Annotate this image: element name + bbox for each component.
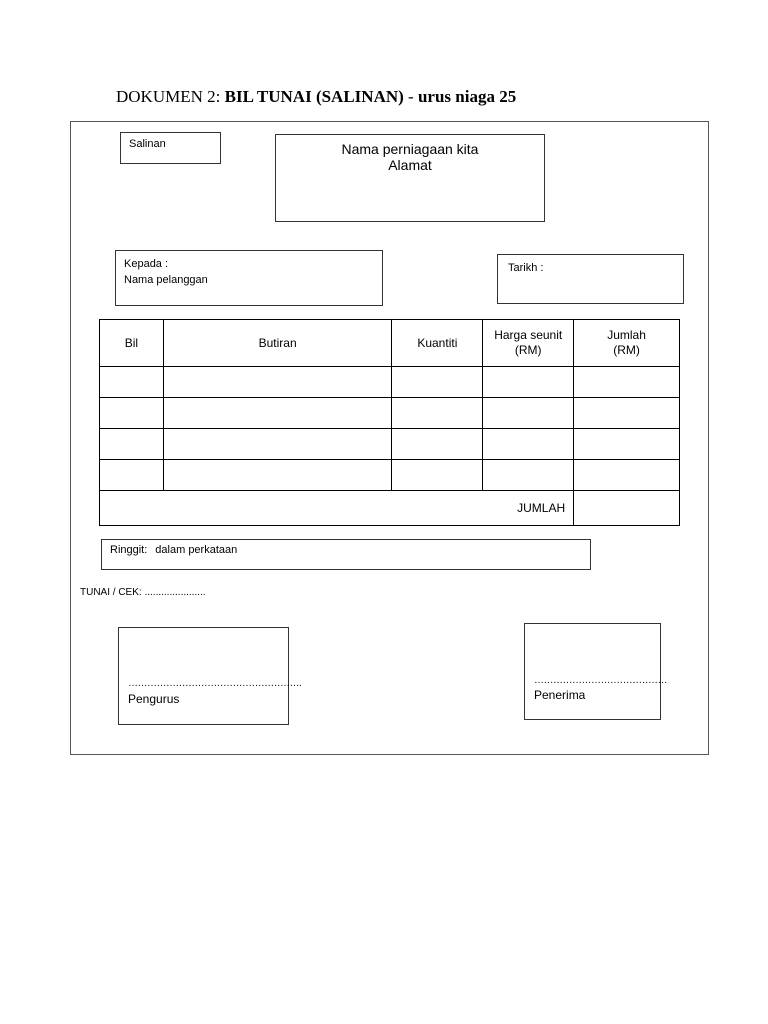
heading-separator: - (403, 87, 418, 106)
amount-in-words-box[interactable] (101, 539, 591, 570)
header-butiran: Butiran (163, 320, 392, 367)
payment-method: TUNAI / CEK: ...................... (80, 587, 206, 598)
ringgit-value: dalam perkataan (155, 544, 238, 556)
total-label: JUMLAH (100, 491, 574, 526)
copy-label: Salinan (129, 138, 166, 150)
recipient-box[interactable] (115, 250, 383, 306)
items-table (99, 319, 680, 526)
date-box[interactable] (497, 254, 684, 304)
recipient-name: Nama pelanggan (124, 274, 208, 286)
table-header-row (100, 320, 680, 367)
receiver-label: Penerima (534, 688, 586, 702)
document-heading (116, 87, 516, 107)
receiver-signature-line: …………………………………… (534, 675, 667, 686)
business-address: Alamat (388, 157, 432, 173)
total-row (100, 491, 680, 526)
heading-prefix: DOKUMEN 2: (116, 87, 225, 106)
heading-title: BIL TUNAI (SALINAN) (224, 87, 404, 106)
manager-signature-box[interactable] (118, 627, 302, 725)
header-jumlah: Jumlah (RM) (574, 320, 680, 367)
header-bil: Bil (100, 320, 164, 367)
recipient-label: Kepada : (124, 258, 169, 270)
business-name: Nama perniagaan kita (341, 141, 479, 157)
header-harga: Harga seunit (RM) (483, 320, 574, 367)
date-label: Tarikh : (508, 262, 544, 274)
ringgit-label: Ringgit: (110, 544, 148, 556)
manager-signature-line: ………………………………………………. (128, 678, 302, 689)
total-value-cell[interactable] (574, 491, 680, 526)
header-kuantiti: Kuantiti (392, 320, 483, 367)
table-row[interactable] (100, 429, 680, 460)
copy-label-box (120, 132, 221, 164)
receiver-signature-box[interactable] (524, 623, 667, 720)
table-row[interactable] (100, 398, 680, 429)
manager-label: Pengurus (128, 692, 180, 706)
table-row[interactable] (100, 367, 680, 398)
business-info-box (275, 134, 545, 222)
table-row[interactable] (100, 460, 680, 491)
heading-subtitle: urus niaga 25 (417, 87, 517, 106)
